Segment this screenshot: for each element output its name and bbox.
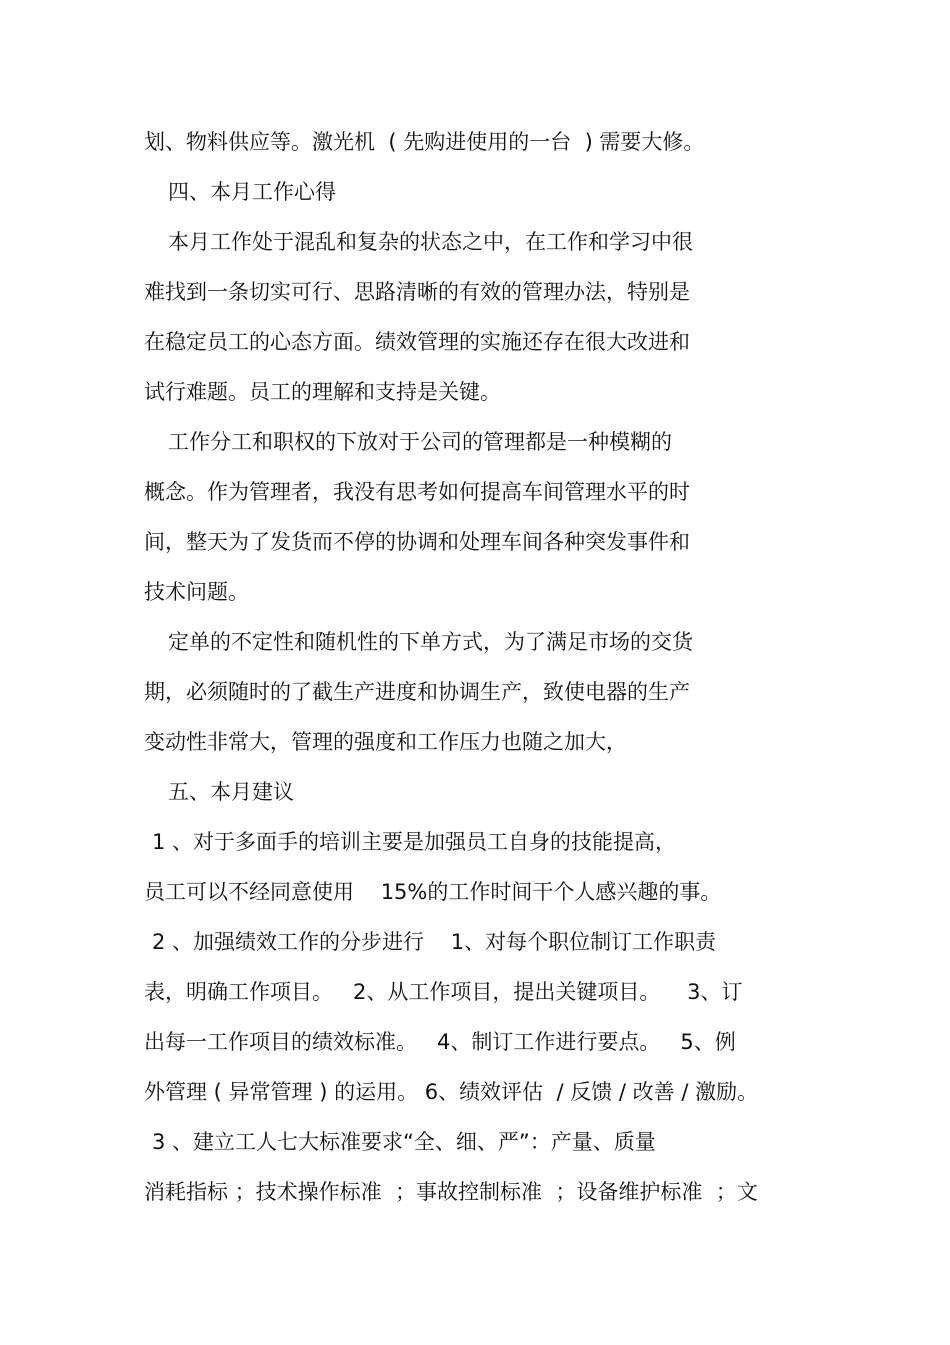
text-line-13: 变动性非常大，管理的强度和工作压力也随之加大， bbox=[144, 730, 627, 754]
text-line-4: 难找到一条切实可行、思路清晰的有效的管理办法，特别是 bbox=[144, 280, 690, 304]
text-line-1: 划、物料供应等。激光机 ( 先购进使用的一台 ) 需要大修。 bbox=[144, 130, 705, 154]
text-line-10: 技术问题。 bbox=[144, 580, 249, 604]
text-line-17: 2 、加强绩效工作的分步进行 1、对每个职位制订工作职责 bbox=[152, 930, 717, 954]
text-line-9: 间，整天为了发货而不停的协调和处理车间各种突发事件和 bbox=[144, 530, 690, 554]
text-line-16: 员工可以不经同意使用 15%的工作时间干个人感兴趣的事。 bbox=[144, 880, 722, 904]
text-line-18: 表，明确工作项目。 2、从工作项目，提出关键项目。 3、订 bbox=[144, 980, 743, 1004]
text-line-20: 外管理 ( 异常管理 ) 的运用。 6、绩效评估 / 反馈 / 改善 / 激励。 bbox=[144, 1080, 759, 1104]
section-heading-4: 四、本月工作心得 bbox=[168, 180, 336, 204]
text-line-6: 试行难题。员工的理解和支持是关键。 bbox=[144, 380, 501, 404]
text-line-3: 本月工作处于混乱和复杂的状态之中，在工作和学习中很 bbox=[168, 230, 693, 254]
text-line-11: 定单的不定性和随机性的下单方式，为了满足市场的交货 bbox=[168, 630, 693, 654]
text-line-15: 1 、对于多面手的培训主要是加强员工自身的技能提高， bbox=[152, 830, 677, 854]
text-line-5: 在稳定员工的心态方面。绩效管理的实施还存在很大改进和 bbox=[144, 330, 690, 354]
text-line-21: 3 、建立工人七大标准要求“全、细、严”：产量、质量 bbox=[152, 1130, 656, 1154]
text-line-22: 消耗指标 ；技术操作标准 ；事故控制标准 ；设备维护标准 ；文 bbox=[144, 1180, 758, 1204]
text-line-7: 工作分工和职权的下放对于公司的管理都是一种模糊的 bbox=[168, 430, 672, 454]
text-line-8: 概念。作为管理者，我没有思考如何提高车间管理水平的时 bbox=[144, 480, 690, 504]
section-heading-5: 五、本月建议 bbox=[168, 780, 294, 804]
text-line-12: 期，必须随时的了截生产进度和协调生产，致使电器的生产 bbox=[144, 680, 690, 704]
text-line-19: 出每一工作项目的绩效标准。 4、制订工作进行要点。 5、例 bbox=[144, 1030, 736, 1054]
